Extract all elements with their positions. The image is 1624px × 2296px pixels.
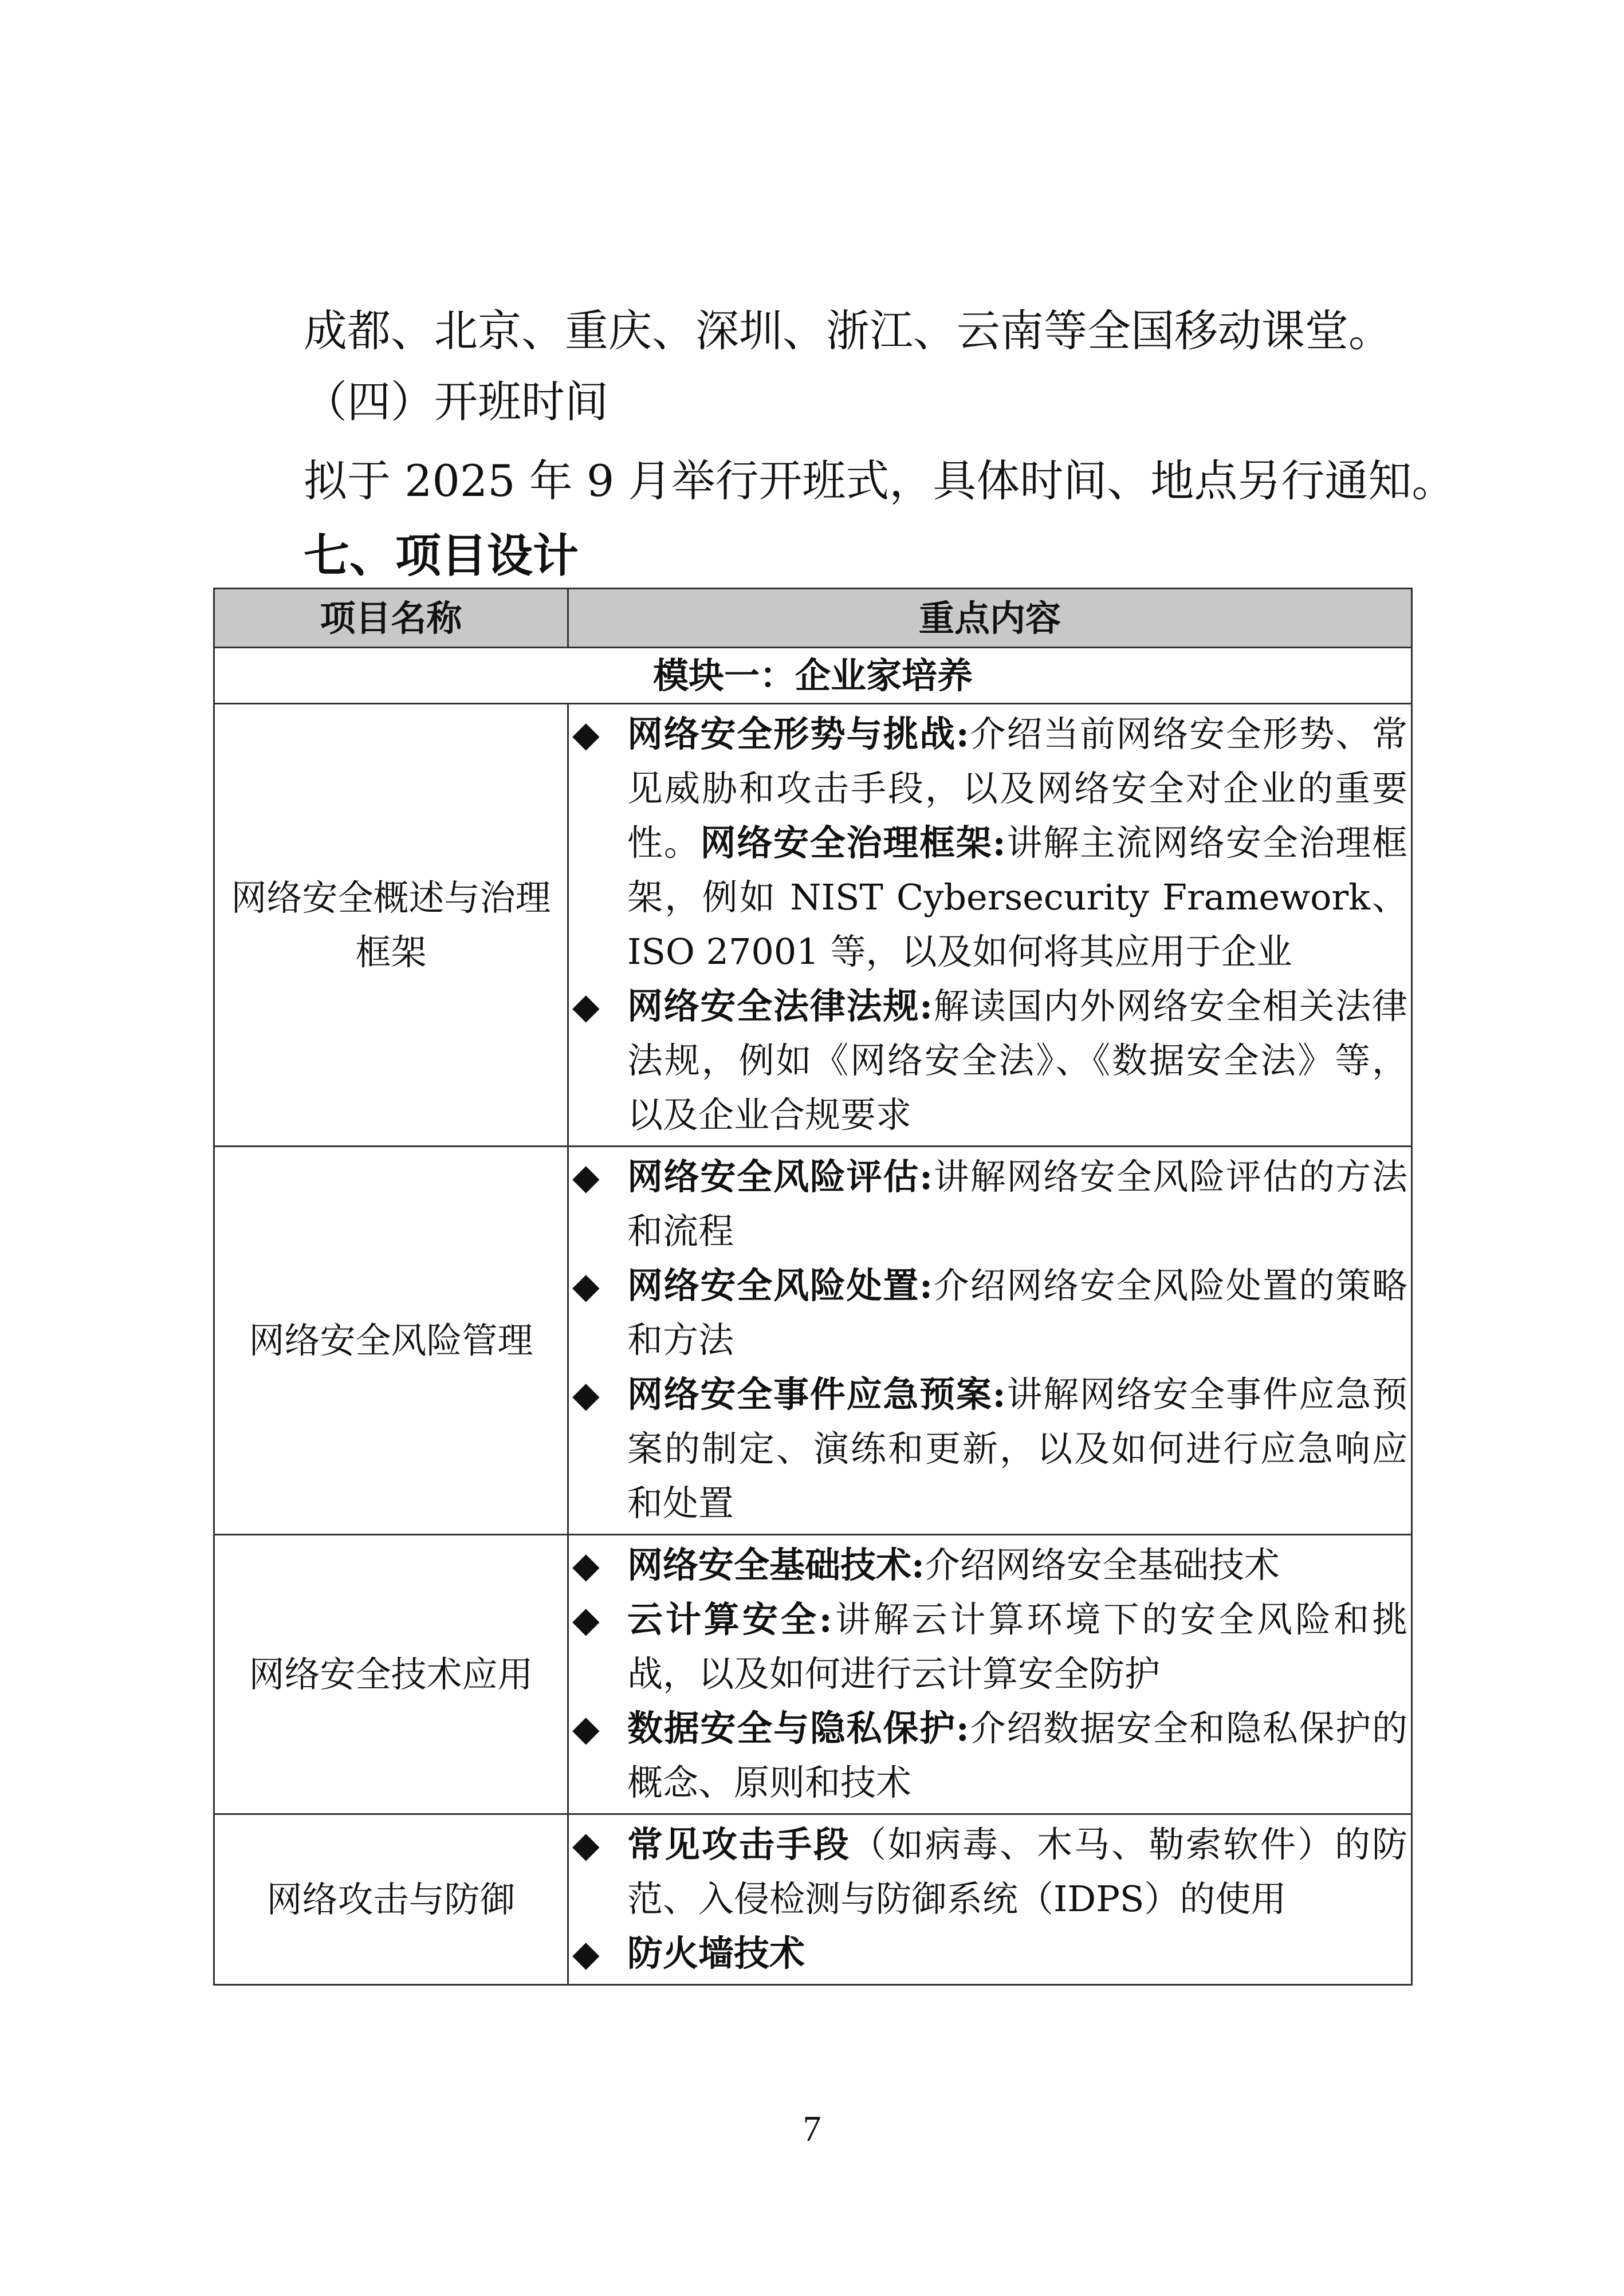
bullet-description: 解读国内外网络安全相关法律法规，例如《网络安全法》、《数据安全法》等，以及企业合规要求 [627,985,1407,1136]
content-bullet [572,707,1407,979]
bullet-bold-lead: 网络安全事件应急预案: [627,1373,1006,1415]
bullet-bold-lead: 网络安全基础技术: [627,1544,925,1586]
bullet-text [627,1701,1407,1810]
paragraph-class-time: 拟于 2025 年 9 月举行开班式，具体时间、地点另行通知。 [304,455,1456,506]
bullet-bold-lead: 数据安全与隐私保护: [627,1707,969,1749]
bullet-text [627,1258,1407,1367]
diamond-bullet-icon: ◆ [572,985,600,1027]
diamond-bullet-icon: ◆ [572,1824,600,1865]
content-bullet [572,1701,1407,1810]
section-heading-project-design: 七、项目设计 [304,529,579,582]
bullet-bold-lead: 网络安全法律法规: [627,985,933,1027]
bullet-description: 介绍网络安全基础技术 [924,1544,1280,1586]
content-bullet [572,1258,1407,1367]
key-content-cell [568,1535,1412,1814]
bullet-description: 介绍当前网络安全形势、常见威胁和攻击手段，以及网络安全对企业的重要性。 [627,713,1407,864]
diamond-bullet-icon: ◆ [572,1544,600,1586]
content-bullet [572,1817,1407,1926]
table-row [214,1535,1412,1814]
bullet-text [627,1367,1407,1530]
bullet-description: 讲解主流网络安全治理框架，例如 NIST Cybersecurity Framework、ISO 27001 等，以及如何将其应用于企业 [627,822,1407,972]
bullet-bold-lead: 云计算安全: [627,1598,832,1640]
project-design-table [213,588,1413,1986]
content-bullet [572,1367,1407,1530]
bullet-description: （如病毒、木马、勒索软件）的防范、入侵检测与防御系统（IDPS）的使用 [627,1824,1407,1920]
bullet-description: 讲解网络安全风险评估的方法和流程 [627,1156,1407,1252]
bullet-bold-lead: 网络安全形势与挑战: [627,713,969,755]
bullet-bold-lead: 网络安全风险处置: [627,1265,933,1306]
header-project-name: 项目名称 [214,589,568,648]
project-name-cell: 网络安全风险管理 [214,1147,568,1535]
bullet-text [627,707,1407,979]
bullet-text [627,979,1407,1142]
content-bullet [572,979,1407,1142]
content-bullet [572,1926,1407,1980]
bullet-text [627,1538,1407,1592]
bullet-bold-lead: 网络安全风险评估: [627,1156,933,1198]
diamond-bullet-icon: ◆ [572,713,600,755]
diamond-bullet-icon: ◆ [572,1265,600,1306]
bullet-bold-lead: 防火墙技术 [627,1932,805,1974]
bullet-text [627,1592,1407,1701]
table-header-row [214,589,1412,648]
key-content-cell [568,704,1412,1147]
bullet-description: 介绍数据安全和隐私保护的概念、原则和技术 [627,1707,1407,1803]
bullet-text [627,1926,1407,1980]
bullet-description: 讲解云计算环境下的安全风险和挑战，以及如何进行云计算安全防护 [627,1598,1407,1695]
key-content-cell [568,1814,1412,1985]
table-row [214,1147,1412,1535]
key-content-cell [568,1147,1412,1535]
project-name-cell: 网络攻击与防御 [214,1814,568,1985]
bullet-text [627,1149,1407,1258]
diamond-bullet-icon: ◆ [572,1373,600,1415]
page-number: 7 [803,2108,821,2149]
diamond-bullet-icon: ◆ [572,1932,600,1974]
diamond-bullet-icon: ◆ [572,1156,600,1198]
module-title: 模块一：企业家培养 [214,648,1412,704]
subheading-class-time: （四）开班时间 [304,376,608,427]
bullet-description: 讲解网络安全事件应急预案的制定、演练和更新，以及如何进行应急响应和处置 [627,1373,1407,1524]
project-name-cell: 网络安全概述与治理框架 [214,704,568,1147]
header-key-content: 重点内容 [568,589,1412,648]
bullet-bold-lead: 常见攻击手段 [627,1824,851,1865]
diamond-bullet-icon: ◆ [572,1598,600,1640]
table-row [214,1814,1412,1985]
diamond-bullet-icon: ◆ [572,1707,600,1749]
bullet-description: 介绍网络安全风险处置的策略和方法 [627,1265,1407,1361]
project-name-cell: 网络安全技术应用 [214,1535,568,1814]
table-row [214,704,1412,1147]
bullet-bold-lead: 网络安全治理框架: [700,822,1006,864]
content-bullet [572,1538,1407,1592]
paragraph-mobile-classroom: 成都、北京、重庆、深圳、浙江、云南等全国移动课堂。 [304,305,1392,356]
content-bullet [572,1149,1407,1258]
content-bullet [572,1592,1407,1701]
bullet-text [627,1817,1407,1926]
module-row [214,648,1412,704]
